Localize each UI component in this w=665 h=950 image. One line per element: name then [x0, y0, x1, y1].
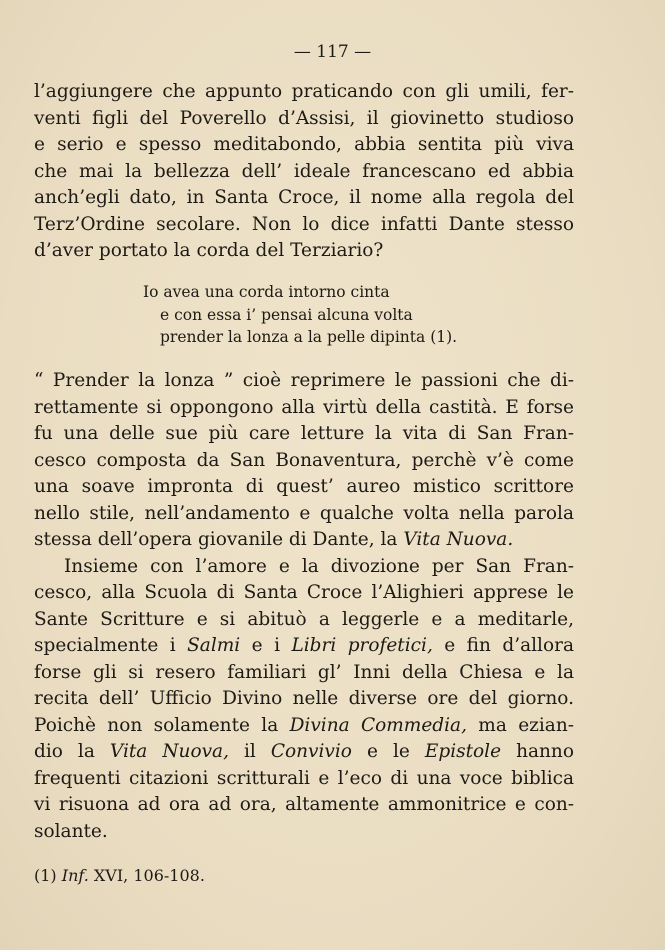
text-line: frequenti citazioni scritturali e l’eco di una voce biblica [34, 767, 574, 789]
text-line: cesco, alla Scuola di Santa Croce l’Alighieri apprese le [34, 582, 574, 603]
text-line: e serio e spesso meditabondo, abbia sentita più viva [34, 134, 574, 155]
footnote [34, 866, 205, 885]
italic-title: Convivio [270, 741, 352, 762]
text-run: dio la [34, 741, 110, 762]
text-run: Poichè non solamente la [34, 714, 290, 736]
text-line: fu una delle sue più care letture la vita di San Fran- [34, 423, 574, 444]
verse-quote [143, 281, 457, 349]
text-line: Insieme con l’amore e la divozione per San Fran- [64, 555, 574, 577]
text-line: rettamente si oppongono alla virtù della castità. E forse [34, 396, 574, 418]
text-run: il [228, 741, 271, 762]
italic-title: Salmi [187, 635, 241, 656]
text-line [34, 739, 574, 766]
text-line: Sante Scritture e si abituò a leggerle e a meditarle, [34, 608, 574, 630]
italic-title: Divina Commedia, [289, 714, 467, 736]
italic-title: Vita Nuova. [403, 529, 514, 550]
text-line: “ Prender la lonza ” cioè reprimere le passioni che di- [34, 370, 574, 391]
text-line: d’aver portato la corda del Terziario? [34, 240, 384, 261]
text-line: recita dell’ Ufficio Divino nelle diverse ore del giorno. [34, 688, 574, 709]
text-line: Terz’Ordine secolare. Non lo dice infatti Dante stesso [34, 213, 574, 235]
text-run: ma ezian- [466, 714, 575, 736]
italic-title: Libri profetici, [291, 635, 433, 656]
footnote-text: XVI, 106-108. [88, 866, 205, 885]
verse-line: e con essa i’ pensai alcuna volta [160, 305, 413, 324]
page-number: — 117 — [293, 42, 372, 62]
italic-title: Vita Nuova, [109, 741, 229, 762]
verse-line: Io avea una corda intorno cinta [143, 283, 390, 301]
text-run: e i [240, 635, 292, 656]
text-run: hanno [501, 741, 574, 762]
text-line: una soave impronta di quest’ aureo mistico scrittore [34, 476, 574, 497]
text-line: solante. [34, 820, 108, 842]
text-line: vi risuona ad ora ad ora, altamente ammonitrice e con- [34, 794, 574, 815]
text-line: nello stile, nell’andamento e qualche volta nella parola [34, 502, 574, 524]
text-line: anch’egli dato, in Santa Croce, il nome alla regola del [34, 187, 574, 208]
text-line: l’aggiungere che appunto praticando con gli umili, fer- [34, 81, 574, 102]
text-run: e le [351, 741, 425, 762]
text-line: venti figli del Poverello d’Assisi, il giovinetto studioso [34, 107, 574, 129]
text-line [34, 713, 574, 740]
paragraph-2 [34, 368, 574, 845]
text-run: e fin d’allora [432, 635, 574, 656]
footnote-number: (1) [34, 866, 62, 885]
text-line: che mai la bellezza dell’ ideale francescano ed abbia [34, 160, 574, 182]
text-run: specialmente i [34, 635, 188, 656]
footnote-reference: Inf. [61, 866, 89, 885]
paragraph-1 [34, 79, 574, 265]
text-line [34, 633, 574, 660]
text-run: stessa dell’opera giovanile di Dante, la [34, 529, 404, 550]
italic-title: Epistole [424, 741, 502, 762]
verse-line: prender la lonza a la pelle dipinta (1). [160, 328, 458, 346]
text-line: forse gli si resero familiari gl’ Inni della Chiesa e la [34, 661, 574, 683]
text-line: cesco composta da San Bonaventura, perchè v’è come [34, 449, 574, 471]
text-line [34, 527, 574, 554]
